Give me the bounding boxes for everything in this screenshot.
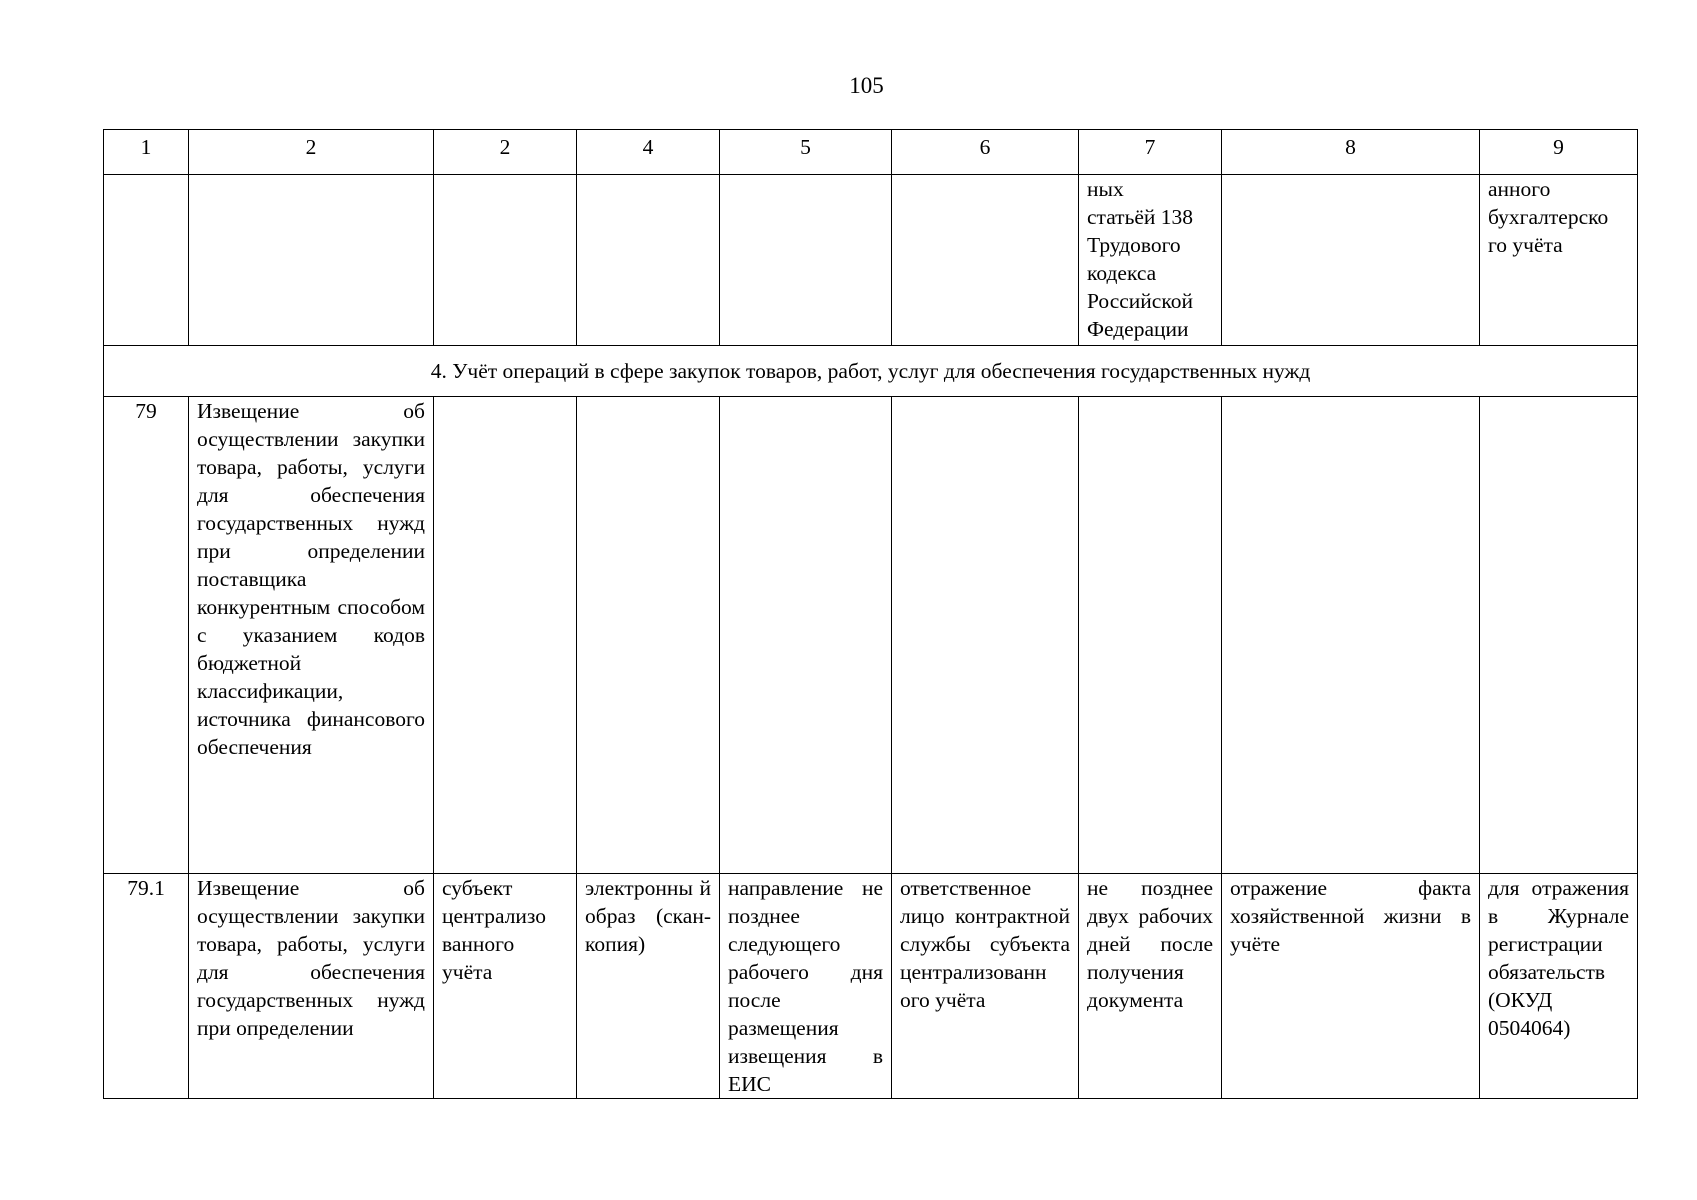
table-cell <box>189 175 434 346</box>
row-number: 79 <box>104 397 189 874</box>
page-number: 105 <box>849 73 884 98</box>
column-header: 2 <box>434 130 577 175</box>
table-cell <box>1480 397 1638 874</box>
column-number-row <box>104 130 1638 175</box>
table-cell <box>434 397 577 874</box>
column-header: 6 <box>892 130 1079 175</box>
continuation-col9-cell: анного бухгалтерско го учёта <box>1480 175 1638 346</box>
continuation-row <box>104 175 1638 346</box>
row-79-1-responsible-cell: ответственное лицо контрактной службы субъекта централизованн ого учёта <box>892 874 1079 1099</box>
table-cell <box>892 175 1079 346</box>
table-cell <box>434 175 577 346</box>
table-cell <box>1222 397 1480 874</box>
column-header: 9 <box>1480 130 1638 175</box>
table-cell <box>720 175 892 346</box>
row-79-name-cell: Извещение об осуществлении закупки товара, работы, услуги для обеспечения государственных нужд при определении поставщика конкурентным способом с указанием кодов бюджетной классификации, источника финансового обеспечения <box>189 397 434 874</box>
table-cell <box>1079 397 1222 874</box>
table-cell <box>577 397 720 874</box>
row-79-1-subject-cell: субъект централизо ванного учёта <box>434 874 577 1099</box>
table-cell <box>577 175 720 346</box>
column-header: 7 <box>1079 130 1222 175</box>
table-cell <box>104 175 189 346</box>
row-79-1-form-cell: электронны й образ (скан-копия) <box>577 874 720 1099</box>
table-row-79 <box>104 397 1638 874</box>
table-cell <box>720 397 892 874</box>
row-79-1-name-cell: Извещение об осуществлении закупки товара, работы, услуги для обеспечения государственных нужд при определении <box>189 874 434 1099</box>
table-cell <box>1222 175 1480 346</box>
column-header: 2 <box>189 130 434 175</box>
column-header: 5 <box>720 130 892 175</box>
section-row <box>104 346 1638 397</box>
table-cell <box>892 397 1079 874</box>
row-79-1-term-cell: не позднее двух рабочих дней после получения документа <box>1079 874 1222 1099</box>
row-79-1-action-cell: отражение факта хозяйственной жизни в учёте <box>1222 874 1480 1099</box>
row-79-1-deadline-cell: направление не позднее следующего рабочего дня после размещения извещения в ЕИС <box>720 874 892 1099</box>
table-row-79-1 <box>104 874 1638 1099</box>
column-header: 1 <box>104 130 189 175</box>
column-header: 8 <box>1222 130 1480 175</box>
section-title: 4. Учёт операций в сфере закупок товаров, работ, услуг для обеспечения государственных нужд <box>104 346 1638 397</box>
continuation-col7-cell: ных статьёй 138 Трудового кодекса Российской Федерации <box>1079 175 1222 346</box>
row-79-1-purpose-cell: для отражения в Журнале регистрации обязательств (ОКУД 0504064) <box>1480 874 1638 1099</box>
column-header: 4 <box>577 130 720 175</box>
document-table <box>103 129 1638 1099</box>
row-number: 79.1 <box>104 874 189 1099</box>
